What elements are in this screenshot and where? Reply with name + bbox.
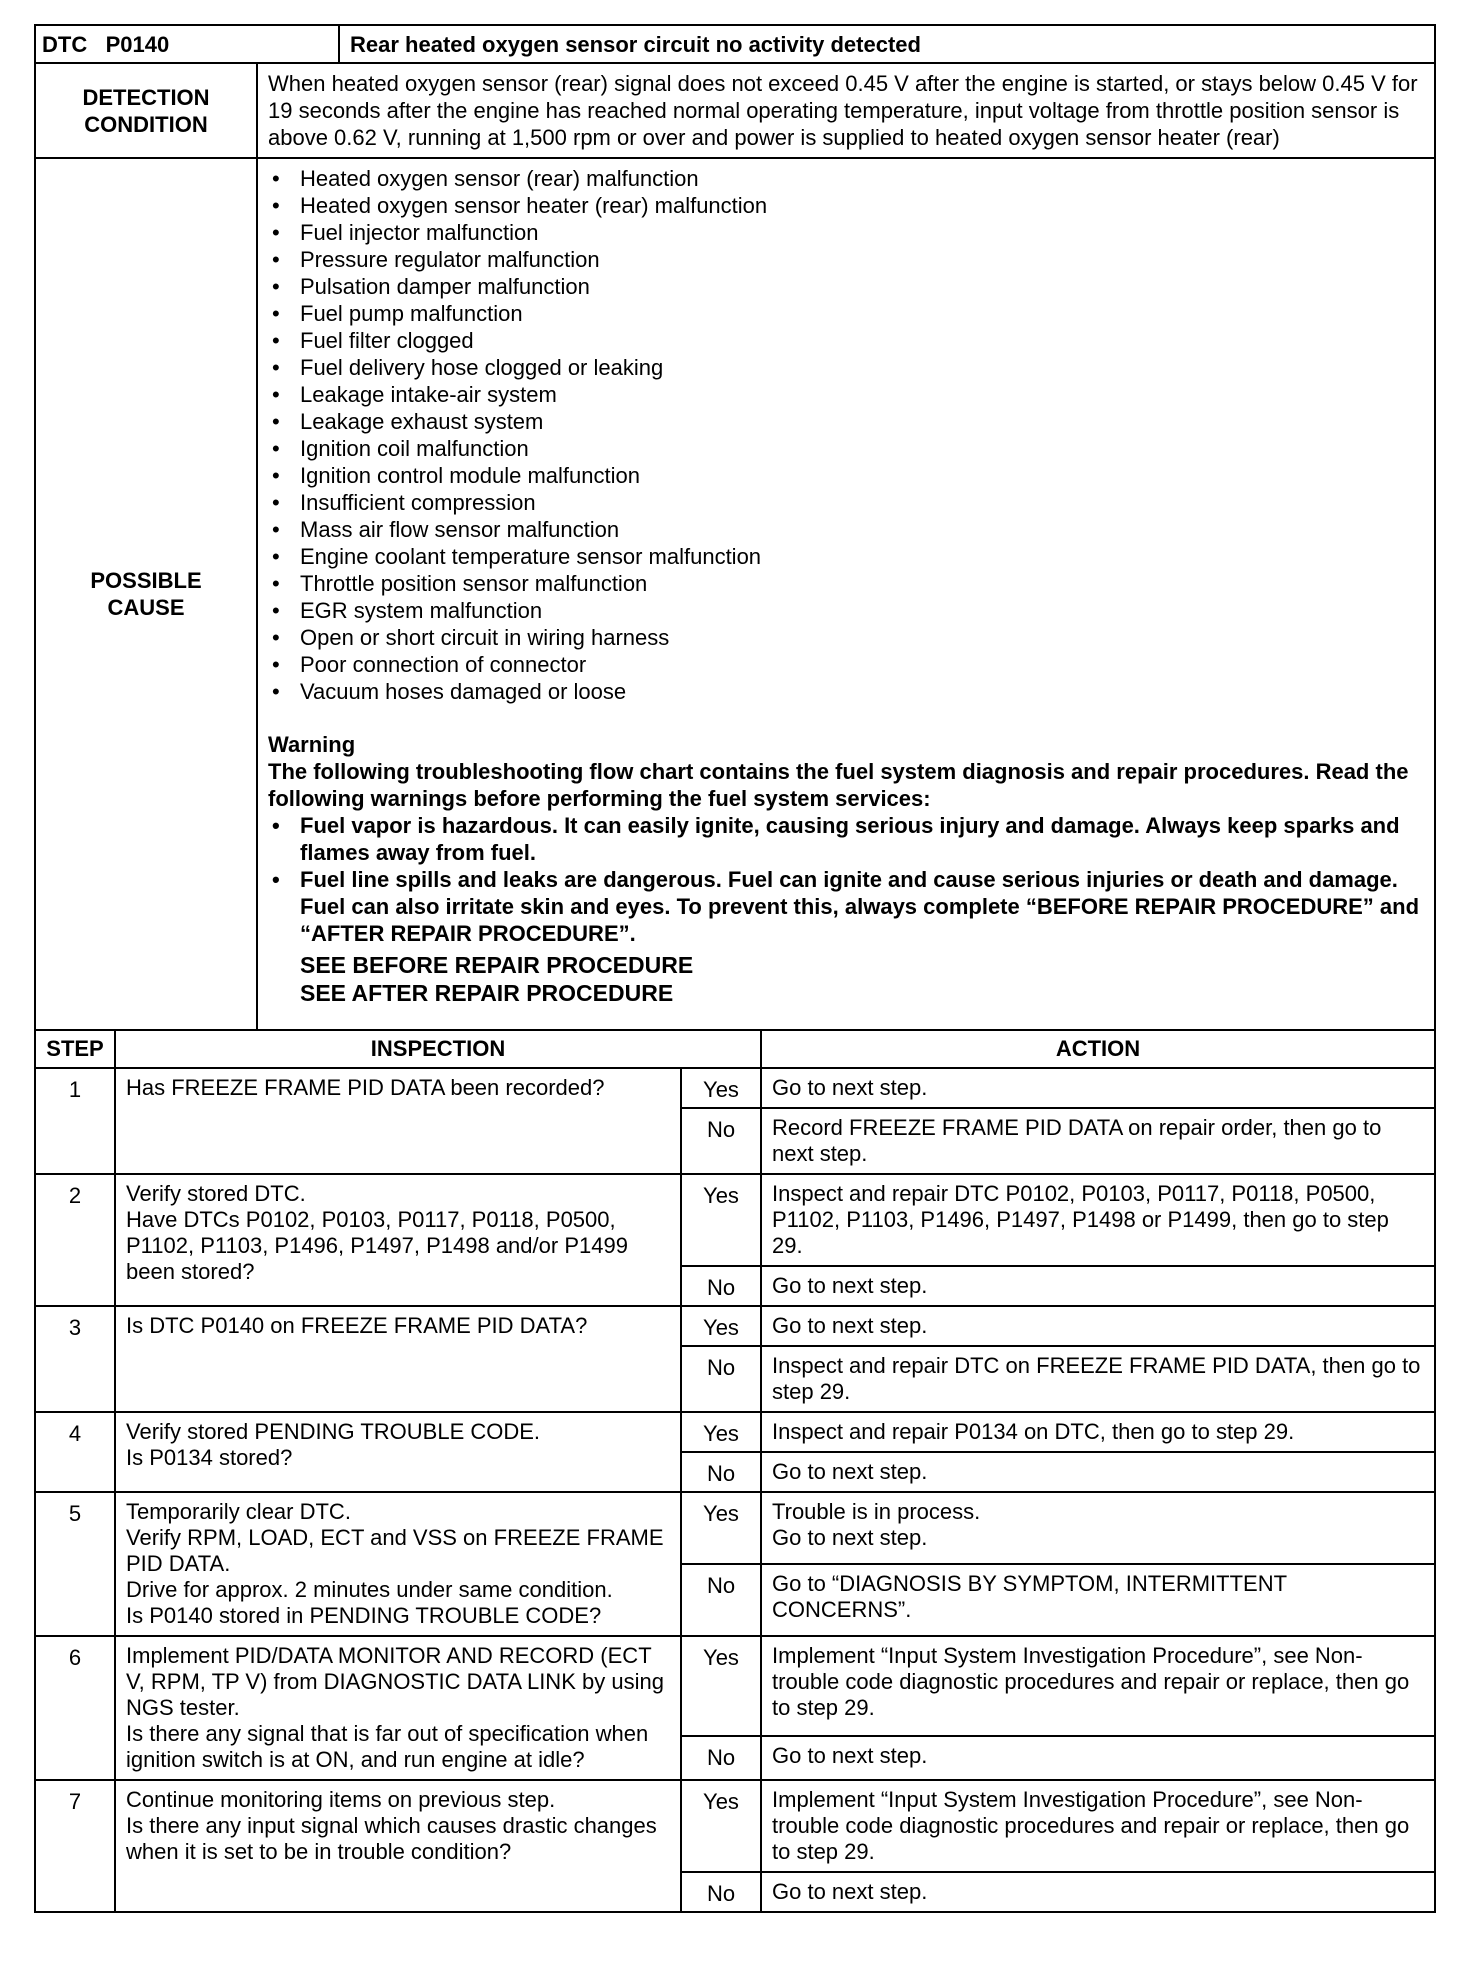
warning-item: • Fuel vapor is hazardous. It can easily ignite, causing serious injury and damage. Always keep sparks and flames away from fuel.	[268, 812, 1424, 866]
possible-cause-label-cell	[35, 158, 257, 1030]
possible-cause-label: POSSIBLE CAUSE	[90, 568, 202, 620]
step-inspection: Implement PID/DATA MONITOR AND RECORD (ECT V, RPM, TP V) from DIAGNOSTIC DATA LINK by using NGS tester. Is there any signal that is far out of specification when ignition switch is at ON, and run engine at idle?	[115, 1636, 681, 1780]
no-label: No	[681, 1564, 761, 1636]
steps-header-row	[35, 1030, 1435, 1068]
step-inspection: Has FREEZE FRAME PID DATA been recorded?	[115, 1068, 681, 1174]
step-number: 3	[35, 1306, 115, 1412]
no-label: No	[681, 1736, 761, 1780]
step-row-yes	[35, 1636, 1435, 1736]
cause-item: • Fuel injector malfunction	[268, 219, 1424, 246]
step-row-yes	[35, 1492, 1435, 1564]
possible-cause-row	[35, 158, 1435, 1030]
no-action: Inspect and repair DTC on FREEZE FRAME PID DATA, then go to step 29.	[761, 1346, 1435, 1412]
cause-item: • Ignition coil malfunction	[268, 435, 1424, 462]
yes-label: Yes	[681, 1306, 761, 1346]
no-label: No	[681, 1346, 761, 1412]
detection-row	[35, 63, 1435, 158]
dtc-title: Rear heated oxygen sensor circuit no activity detected	[339, 25, 1435, 63]
step-inspection: Temporarily clear DTC. Verify RPM, LOAD, ECT and VSS on FREEZE FRAME PID DATA. Drive for approx. 2 minutes under same condition. Is P0140 stored in PENDING TROUBLE CODE?	[115, 1492, 681, 1636]
cause-item: • Fuel delivery hose clogged or leaking	[268, 354, 1424, 381]
cause-item: • Leakage intake-air system	[268, 381, 1424, 408]
col-step: STEP	[35, 1030, 115, 1068]
warning-block	[268, 731, 1424, 1007]
cause-item: • Fuel pump malfunction	[268, 300, 1424, 327]
col-inspection: INSPECTION	[115, 1030, 761, 1068]
dtc-code: P0140	[105, 31, 170, 57]
warning-intro: The following troubleshooting flow chart contains the fuel system diagnosis and repair procedures. Read the following warnings before performing the fuel system services:	[268, 759, 1409, 811]
no-action: Go to next step.	[761, 1266, 1435, 1306]
warning-title: Warning	[268, 732, 356, 757]
cause-item: • Poor connection of connector	[268, 651, 1424, 678]
yes-action: Trouble is in process. Go to next step.	[761, 1492, 1435, 1564]
see-before-link[interactable]: SEE BEFORE REPAIR PROCEDURE	[300, 952, 694, 978]
step-inspection: Continue monitoring items on previous step. Is there any input signal which causes drastic changes when it is set to be in trouble condition?	[115, 1780, 681, 1912]
detection-text: When heated oxygen sensor (rear) signal does not exceed 0.45 V after the engine is started, or stays below 0.45 V for 19 seconds after the engine has reached normal operating temperature, input voltage from throttle position sensor is above 0.62 V, running at 1,500 rpm or over and power is supplied to heated oxygen sensor heater (rear)	[257, 63, 1435, 158]
cause-item: • Heated oxygen sensor (rear) malfunction	[268, 165, 1424, 192]
yes-label: Yes	[681, 1780, 761, 1872]
step-row-yes	[35, 1068, 1435, 1108]
cause-item: • Pressure regulator malfunction	[268, 246, 1424, 273]
cause-item: • Open or short circuit in wiring harness	[268, 624, 1424, 651]
step-row-yes	[35, 1412, 1435, 1452]
yes-action: Inspect and repair DTC P0102, P0103, P0117, P0118, P0500, P1102, P1103, P1496, P1497, P1498 or P1499, then go to step 29.	[761, 1174, 1435, 1266]
step-number: 4	[35, 1412, 115, 1492]
step-row-yes	[35, 1306, 1435, 1346]
no-label: No	[681, 1452, 761, 1492]
step-inspection: Verify stored PENDING TROUBLE CODE. Is P0134 stored?	[115, 1412, 681, 1492]
cause-list	[268, 165, 1424, 705]
see-after-link[interactable]: SEE AFTER REPAIR PROCEDURE	[300, 980, 674, 1006]
cause-item: • Ignition control module malfunction	[268, 462, 1424, 489]
cause-item: • Engine coolant temperature sensor malfunction	[268, 543, 1424, 570]
step-row-yes	[35, 1780, 1435, 1872]
warning-item: • Fuel line spills and leaks are dangerous. Fuel can ignite and cause serious injuries or death and damage. Fuel can also irritate skin and eyes. To prevent this, always complete “BEFORE REPAIR PROCEDURE” and “AFTER REPAIR PROCEDURE”.	[268, 866, 1424, 947]
step-number: 5	[35, 1492, 115, 1636]
yes-action: Implement “Input System Investigation Procedure”, see Non-trouble code diagnostic procedures and repair or replace, then go to step 29.	[761, 1636, 1435, 1736]
no-action: Go to next step.	[761, 1872, 1435, 1912]
cause-item: • Pulsation damper malfunction	[268, 273, 1424, 300]
cause-item: • Insufficient compression	[268, 489, 1424, 516]
yes-action: Inspect and repair P0134 on DTC, then go to step 29.	[761, 1412, 1435, 1452]
dtc-spacer-cell	[257, 25, 339, 63]
no-label: No	[681, 1108, 761, 1174]
step-inspection: Verify stored DTC. Have DTCs P0102, P0103, P0117, P0118, P0500, P1102, P1103, P1496, P1497, P1498 and/or P1499 been stored?	[115, 1174, 681, 1306]
no-label: No	[681, 1872, 761, 1912]
dtc-info-table	[34, 24, 1436, 1031]
yes-label: Yes	[681, 1412, 761, 1452]
step-number: 6	[35, 1636, 115, 1780]
yes-label: Yes	[681, 1636, 761, 1736]
no-action: Go to next step.	[761, 1736, 1435, 1780]
cause-item: • EGR system malfunction	[268, 597, 1424, 624]
possible-cause-content	[257, 158, 1435, 1030]
dtc-label-cell	[35, 25, 257, 63]
cause-item: • Throttle position sensor malfunction	[268, 570, 1424, 597]
warning-list	[268, 812, 1424, 947]
yes-label: Yes	[681, 1174, 761, 1266]
step-number: 1	[35, 1068, 115, 1174]
no-action: Record FREEZE FRAME PID DATA on repair order, then go to next step.	[761, 1108, 1435, 1174]
no-action: Go to “DIAGNOSIS BY SYMPTOM, INTERMITTENT CONCERNS”.	[761, 1564, 1435, 1636]
dtc-label: DTC	[42, 31, 88, 57]
step-row-yes	[35, 1174, 1435, 1266]
yes-action: Implement “Input System Investigation Procedure”, see Non-trouble code diagnostic procedures and repair or replace, then go to step 29.	[761, 1780, 1435, 1872]
steps-table	[34, 1029, 1436, 1913]
dtc-header-row	[35, 25, 1435, 63]
yes-action: Go to next step.	[761, 1068, 1435, 1108]
cause-item: • Mass air flow sensor malfunction	[268, 516, 1424, 543]
cause-item: • Vacuum hoses damaged or loose	[268, 678, 1424, 705]
step-inspection: Is DTC P0140 on FREEZE FRAME PID DATA?	[115, 1306, 681, 1412]
detection-label: DETECTION CONDITION	[82, 84, 210, 137]
dtc-document	[34, 24, 1436, 1913]
cause-item: • Leakage exhaust system	[268, 408, 1424, 435]
yes-label: Yes	[681, 1068, 761, 1108]
step-number: 7	[35, 1780, 115, 1912]
no-action: Go to next step.	[761, 1452, 1435, 1492]
cause-item: • Fuel filter clogged	[268, 327, 1424, 354]
col-action: ACTION	[761, 1030, 1435, 1068]
yes-action: Go to next step.	[761, 1306, 1435, 1346]
steps-body	[35, 1068, 1435, 1912]
step-number: 2	[35, 1174, 115, 1306]
no-label: No	[681, 1266, 761, 1306]
yes-label: Yes	[681, 1492, 761, 1564]
cause-item: • Heated oxygen sensor heater (rear) malfunction	[268, 192, 1424, 219]
detection-label-cell	[35, 63, 257, 158]
